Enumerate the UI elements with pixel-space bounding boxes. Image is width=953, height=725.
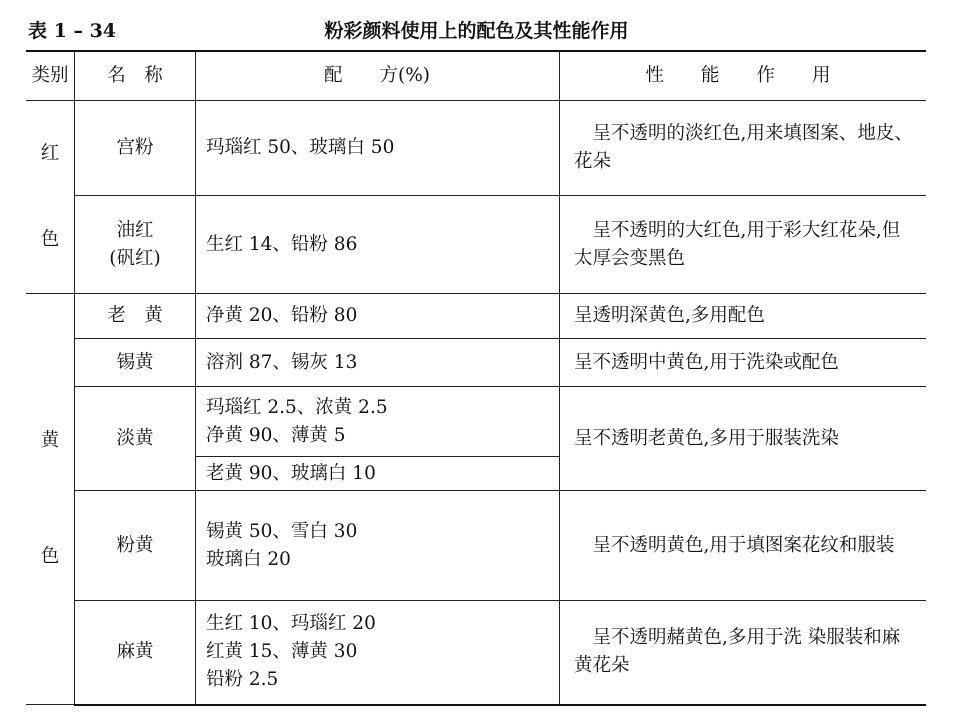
header-category: 类别 xyxy=(26,51,75,101)
table-title: 粉彩颜料使用上的配色及其性能作用 xyxy=(324,20,629,42)
category-char: 红 xyxy=(40,143,60,164)
table-row xyxy=(26,339,926,387)
formula-cell-alt: 老黄 90、玻璃白 10 xyxy=(196,457,560,491)
property-cell: 呈不透明中黄色,用于洗染或配色 xyxy=(560,339,927,387)
formula-cell: 生红 14、铅粉 86 xyxy=(196,196,560,294)
formula-cell: 溶剂 87、锡灰 13 xyxy=(196,339,560,387)
table-row xyxy=(26,601,926,705)
property-cell: 呈透明深黄色,多用配色 xyxy=(560,294,927,339)
property-cell: 呈不透明的淡红色,用来填图案、地皮、花朵 xyxy=(560,101,927,196)
name-cell: 粉黄 xyxy=(75,491,196,601)
table-row xyxy=(26,101,926,196)
header-formula: 配 方(%) xyxy=(196,51,560,101)
name-cell: 油红 (矾红) xyxy=(75,196,196,294)
formula-cell xyxy=(196,491,560,601)
property-cell: 呈不透明的大红色,用于彩大红花朵,但太厚会变黑色 xyxy=(560,196,927,294)
name-cell: 麻黄 xyxy=(75,601,196,705)
formula-line: 净黄 90、薄黄 5 xyxy=(206,424,346,446)
name-cell: 淡黄 xyxy=(75,387,196,491)
category-cell-red xyxy=(26,101,75,294)
formula-line: 生红 10、玛瑙红 20 xyxy=(206,613,376,635)
formula-line: 铅粉 2.5 xyxy=(206,669,279,691)
formula-cell xyxy=(196,601,560,705)
name-cell: 锡黄 xyxy=(75,339,196,387)
table-number: 表 1 – 34 xyxy=(28,20,117,42)
property-cell: 呈不透明老黄色,多用于服装洗染 xyxy=(560,387,927,491)
formula-line: 锡黄 50、雪白 30 xyxy=(206,520,358,542)
category-char: 黄 xyxy=(40,430,60,451)
header-name: 名 称 xyxy=(75,51,196,101)
pigment-table xyxy=(26,50,926,706)
category-char: 色 xyxy=(40,546,60,567)
formula-line: 红黄 15、薄黄 30 xyxy=(206,641,358,663)
formula-cell: 玛瑙红 50、玻璃白 50 xyxy=(196,101,560,196)
property-cell: 呈不透明黄色,用于填图案花纹和服装 xyxy=(560,491,927,601)
table-row xyxy=(26,387,926,457)
formula-line: 玛瑙红 2.5、浓黄 2.5 xyxy=(206,396,388,418)
name-cell: 宫粉 xyxy=(75,101,196,196)
formula-cell: 净黄 20、铅粉 80 xyxy=(196,294,560,339)
property-cell: 呈不透明赭黄色,多用于洗 染服装和麻黄花朵 xyxy=(560,601,927,705)
name-cell: 老 黄 xyxy=(75,294,196,339)
header-row xyxy=(26,51,926,101)
table-row xyxy=(26,491,926,601)
header-property: 性 能 作 用 xyxy=(560,51,927,101)
formula-cell xyxy=(196,387,560,457)
category-cell-yellow xyxy=(26,294,75,705)
formula-line: 玻璃白 20 xyxy=(206,548,291,570)
table-row xyxy=(26,196,926,294)
table-row xyxy=(26,294,926,339)
category-char: 色 xyxy=(40,229,60,250)
